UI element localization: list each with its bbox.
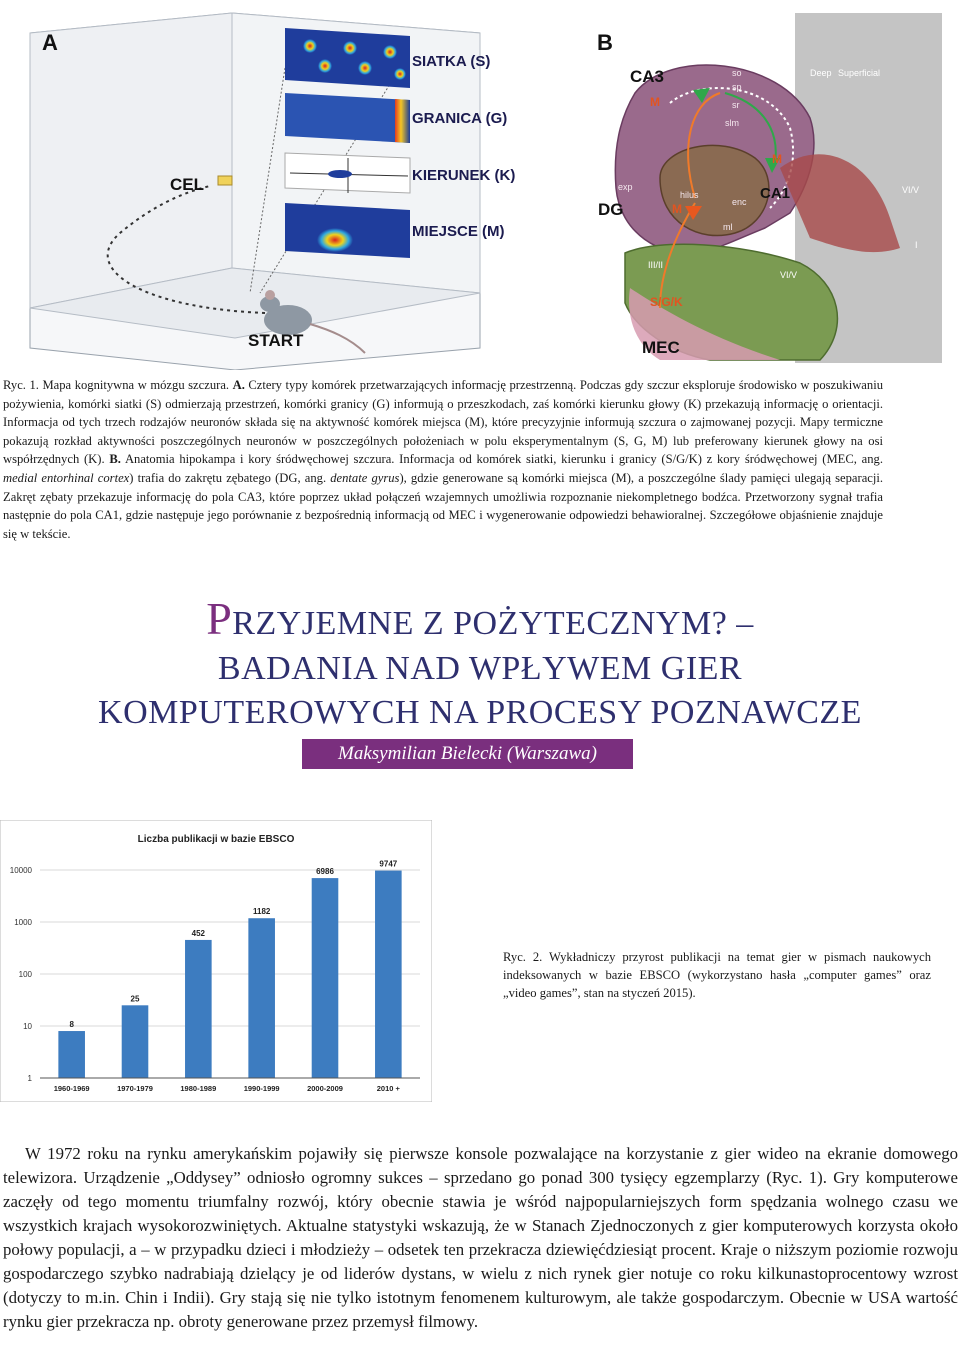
svg-text:CEL: CEL xyxy=(170,175,204,194)
svg-text:VI/V: VI/V xyxy=(902,185,920,195)
svg-text:SIATKA (S): SIATKA (S) xyxy=(412,53,491,70)
panel-a xyxy=(30,13,515,370)
svg-text:sp: sp xyxy=(732,82,742,92)
figure-2-caption: Ryc. 2. Wykładniczy przyrost publikacji na temat gier w pismach naukowych indeksowanych w bazie EBSCO (wykorzystano hasła „computer games” oraz „video games”, stan na styczeń 2015). xyxy=(503,950,931,1000)
svg-text:DG: DG xyxy=(598,200,624,219)
author-badge: Maksymilian Bielecki (Warszawa) xyxy=(302,739,633,769)
bar-value-label: 9747 xyxy=(379,859,398,869)
svg-text:M: M xyxy=(772,152,782,166)
svg-text:so: so xyxy=(732,68,742,78)
svg-text:ml: ml xyxy=(723,222,733,232)
x-tick-label: 2000-2009 xyxy=(307,1084,343,1093)
bar xyxy=(58,1031,85,1078)
svg-text:MIEJSCE (M): MIEJSCE (M) xyxy=(412,223,505,240)
y-tick-label: 1000 xyxy=(14,918,32,927)
bar xyxy=(248,918,275,1078)
svg-text:M: M xyxy=(672,202,682,216)
chart-title: Liczba publikacji w bazie EBSCO xyxy=(137,834,295,845)
svg-text:hilus: hilus xyxy=(680,190,699,200)
place-cell-map xyxy=(285,203,410,258)
grid-cell-map xyxy=(285,28,410,88)
bar xyxy=(122,1005,149,1078)
border-cell-map xyxy=(285,93,410,143)
svg-text:M: M xyxy=(650,95,660,109)
svg-text:slm: slm xyxy=(725,118,739,128)
y-tick-label: 10 xyxy=(23,1022,32,1031)
panel-b xyxy=(597,13,942,363)
bar xyxy=(312,878,339,1078)
bar-value-label: 6986 xyxy=(316,867,334,877)
svg-text:enc: enc xyxy=(732,197,747,207)
cheese-icon xyxy=(218,176,232,185)
x-tick-label: 1960-1969 xyxy=(53,1084,90,1093)
svg-text:Superficial: Superficial xyxy=(838,68,881,78)
x-tick-label: 1990-1999 xyxy=(243,1084,280,1093)
svg-text:CA1: CA1 xyxy=(760,185,791,202)
x-tick-label: 1970-1979 xyxy=(117,1084,153,1093)
y-tick-label: 100 xyxy=(18,970,32,979)
y-tick-label: 10000 xyxy=(9,866,32,875)
figure-1-caption: Ryc. 1. Mapa kognitywna w mózgu szczura. A. Cztery typy komórek przetwarzających informację przestrzenną. Podczas gdy szczur eksploruje środowisko w poszukiwaniu pożywienia, komórki siatki (S) odmierzają przestrzeń, komórki granicy (G) informują o przeszkodach, zaś komórki kierunku głowy (K) przekazują informację o orientacji. Informacja od tych trzech rodzajów neuronów składa się na aktywność komórek miejsca (M), które precyzyjnie informują szczura o zajmowanej pozycji. Mapy termiczne pokazują rozkład aktywności poszczególnych neuronów w poszczególnych położeniach w polu eksperymentalnym (S, G, M) lub preferowany kierunek głowy na osi współrzędnych (K). B. Anatomia hipokampa i kory śródwęchowej szczura. Informacja od komórek siatki, kierunku i granicy (S/G/K) z kory śródwęchowej (MEC, ang. medial entorhinal cortex) trafia do zakrętu zębatego (DG, ang. dentate gyrus), gdzie generowane są komórki miejsca (M), a poszczególne ślady pamięci ulegają separacji. Zakręt zębaty przekazuje informację do pola CA3, które poprzez układ połączeń wzajemnych umożliwia rozpoznanie niekompletnego bodźca. Przetworzony sygnał trafia następnie do pola CA1, gdzie następuje jego porównanie z bezpośrednią informacją od MEC i wygenerowanie odpowiedzi behawioralnej. Szczegółowe objaśnienie znajduje się w tekście. xyxy=(3,378,884,541)
svg-text:MEC: MEC xyxy=(642,338,680,357)
svg-text:III/II: III/II xyxy=(648,260,664,270)
svg-text:exp: exp xyxy=(618,182,633,192)
bar-value-label: 452 xyxy=(191,928,206,938)
bar-value-label: 1182 xyxy=(252,907,271,917)
x-tick-label: 2010 + xyxy=(376,1084,400,1093)
body-paragraph: W 1972 roku na rynku amerykańskim pojawiły się pierwsze konsole pozwalające na korzystanie z gier wideo na ekranie domowego telewizora. Urządzenie „Oddysey” odniosło ogromny sukces – sprzedano go ponad 300 tysięcy egzemplarzy (Ryc. 1). Gry komputerowe zaczęły od tego momentu triumfalny rozwój, który obecnie stawia je wśród najpopularniejszych form spędzania wolnego czasu we wszystkich krajach wysokorozwiniętych. Aktualne statystyki wskazują, że w Stanach Zjednoczonych z gier komputerowych korzysta około połowy populacji, a – w przypadku dzieci i młodzieży – odsetek ten przekracza dziewięćdziesiąt procent. Kraje o niższym poziomie rozwoju gospodarczego szybko nadrabiają dzielący je od liderów dystans, w wielu z nich rynek gier notuje co roku kilkunastoprocentowy wzrost (dotyczy to m.in. Chin i Indii). Gry stają się nie tylko istotnym fenomenem kulturowym, ale także gospodarczym. Obecnie w USA wartość rynku gier przekracza np. obroty generowane przez przemysł filmowy. xyxy=(3,1144,958,1331)
article-title: PRZYJEMNE Z POŻYTECZNYM? – BADANIA NAD WPŁYWEM GIER KOMPUTEROWYCH NA PROCESY POZNAWCZE xyxy=(98,593,862,731)
head-direction-plot xyxy=(285,153,410,193)
figure-1 xyxy=(20,8,942,370)
x-tick-label: 1980-1989 xyxy=(180,1084,217,1093)
svg-text:B: B xyxy=(597,30,613,55)
svg-text:GRANICA (G): GRANICA (G) xyxy=(412,110,508,127)
bar-value-label: 8 xyxy=(69,1020,74,1030)
svg-text:KIERUNEK (K): KIERUNEK (K) xyxy=(412,167,516,184)
bar xyxy=(375,871,402,1078)
bar xyxy=(185,940,212,1078)
svg-text:S/G/K: S/G/K xyxy=(650,295,683,309)
bar-value-label: 25 xyxy=(130,994,140,1004)
svg-text:sr: sr xyxy=(732,100,740,110)
figure-2-chart xyxy=(0,820,432,1102)
svg-text:A: A xyxy=(42,30,58,55)
y-tick-label: 1 xyxy=(27,1074,32,1083)
svg-text:I: I xyxy=(915,240,918,250)
svg-text:VI/V: VI/V xyxy=(780,270,798,280)
svg-text:Deep: Deep xyxy=(810,68,832,78)
svg-text:START: START xyxy=(248,331,304,350)
svg-text:CA3: CA3 xyxy=(630,67,665,86)
